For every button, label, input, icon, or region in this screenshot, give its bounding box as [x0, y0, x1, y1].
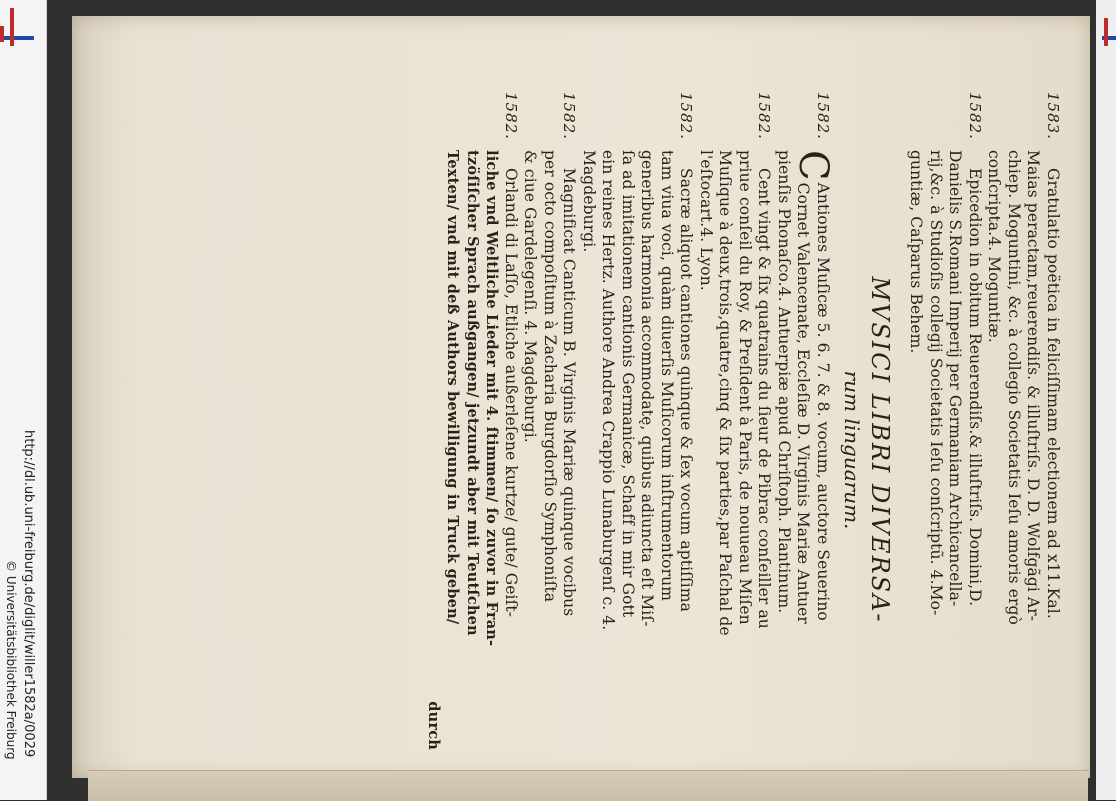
entry-line: tzöſiſcher Sprach außgangen/ jetzundt aber mit Teutſchen [464, 150, 481, 636]
entry-line: pienſis Phonaſco.4. Antuerpiæ apud Chriſtoph. Plantinum. [775, 150, 793, 614]
entry-year: 1582. [560, 92, 579, 140]
entry-year: 1583. [1044, 92, 1062, 140]
entry-line: rij,&c. à Studioſis collegij Societatis Ieſu conſcriptũ. 4.Mo- [927, 150, 945, 616]
entry-year: 1582. [502, 92, 520, 140]
entry-line: guntiæ, Caſparus Behem. [907, 150, 926, 354]
entry [904, 92, 984, 750]
page-edge [88, 770, 1088, 801]
entry-line: Cornet Valencenate, Eccleſiæ D. Virginis Mariæ Antuer [794, 182, 813, 624]
section-heading: MVSICI LIBRI DIVERSA- [866, 276, 894, 624]
color-target-icon [1096, 8, 1116, 48]
entry-year: 1582. [814, 92, 832, 140]
entry-line: Gratulatio poëtica in feliciſſimam electionem ad x11.Kal. [1044, 168, 1062, 619]
entry-line: Texten/ vnd mit deß Authors bewilligung in Truck geben/ [444, 150, 462, 625]
left-margin-strip [0, 0, 47, 800]
entry-line: Muſique à deux,trois,quatre,cinq & ſix parties,par Paſchal de [716, 150, 735, 636]
entry-line: ſa ad imitationem cantionis Germanicæ, Schaff in mir Gott [619, 150, 637, 618]
entry-line: Maias peractam,reuerendiſs. & illuſtriſs. D. D. Wolfgãgi Ar- [1024, 150, 1043, 622]
source-url: http://dl.ub.uni-freiburg.de/diglit/willer1582a/0029 [21, 430, 36, 758]
catchword: durch [425, 701, 442, 750]
entry [694, 92, 774, 750]
entry-line: Danielis S.Romani Imperij per Germaniam Archicancella- [946, 150, 965, 607]
entry [440, 92, 520, 750]
entry [577, 92, 696, 750]
entry-year: 1582. [677, 92, 696, 140]
right-margin-strip [1096, 0, 1116, 800]
entry-line: conſcripta.4. Moguntiæ. [985, 150, 1004, 343]
entry-year: 1582. [966, 92, 984, 140]
section-subheading: rum linguarum. [840, 370, 864, 530]
entry-line: tam viua voci, quàm diuerſis Muſicorum inſtrumentorum [658, 150, 676, 602]
entry-line: & ciue Gardelegenſi. 4. Magdeburgi. [521, 150, 540, 443]
entry-line: Magnificat Canticum B. Virginis Mariæ quinque vocibus [560, 168, 579, 617]
entry [772, 92, 836, 750]
entry [982, 92, 1062, 750]
entry-line: chiep. Moguntini, &c. à collegio Societatis Ieſu amoris ergò [1005, 150, 1023, 625]
drop-cap: C [790, 150, 836, 181]
entry-year: 1582. [755, 92, 774, 140]
entry-line: Antiones Muſicæ 5. 6. 7. & 8. vocum, auctore Seuerino [814, 182, 832, 621]
entry-line: liche vnd Weltliche Lieder mit 4. ſtimmen/ ſo zuvor in Fran- [483, 150, 501, 647]
entry-line: priue conſeil du Roy, & Preſident à Paris, de nouueau Miſen [736, 150, 754, 625]
entry-line: Cent vingt & ſix quatrains du ſieur de Pibrac conſeiller au [755, 168, 774, 629]
page-text [421, 92, 1062, 750]
entry-line: l'eſtocart.4. Lyon. [697, 150, 715, 291]
entry-line: per octo compoſitum à Zacharia Burgdorſio Symphoniſta [541, 150, 559, 603]
entry-line: ein reines Hertz. Authore Andrea Crappio Lunaburgenſ c. 4. [599, 150, 618, 631]
entry-line: Magdeburgi. [580, 150, 598, 253]
entry-line: Epicedion in obitum Reuerendiſs.& illuſtriſs. Domini,D. [966, 168, 984, 607]
copyright-notice: © Universitätsbibliothek Freiburg [4, 560, 18, 760]
entry-line: generibus harmonia accommodatę, quibus adiuncta eſt Miſ- [638, 150, 657, 627]
entry [518, 92, 579, 750]
entry-line: Sacræ aliquot cantiones quinque & ſex vocum aptiſſima [677, 168, 696, 612]
entry-line: Orlandi di Laſſo, Etliche außerleſene kurtze/ gute/ Geiſt- [502, 168, 520, 618]
